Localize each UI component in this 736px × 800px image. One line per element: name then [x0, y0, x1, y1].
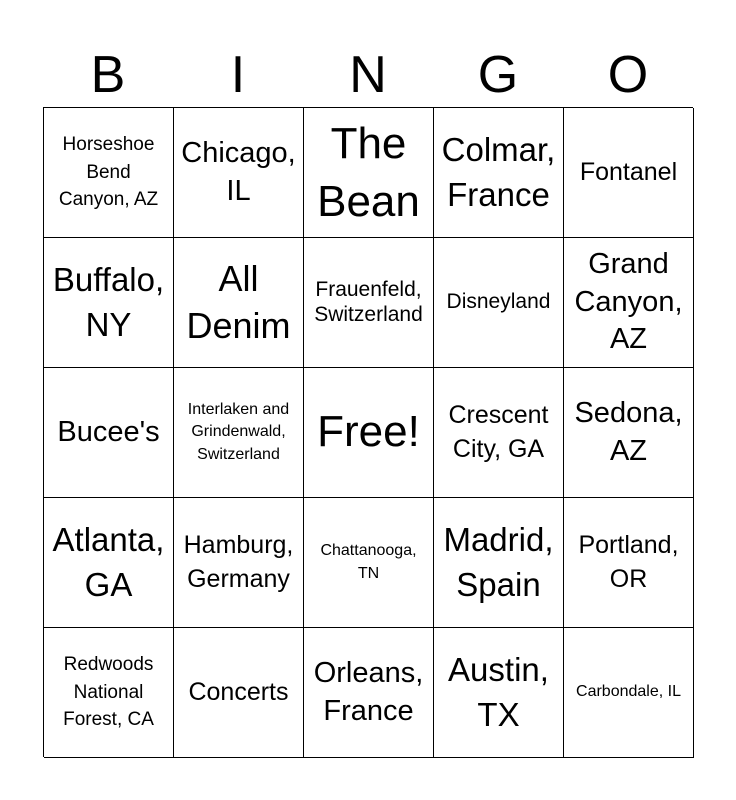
- header-letter-o: O: [607, 46, 649, 104]
- cell-text: Buffalo, NY: [52, 260, 165, 343]
- bingo-cell[interactable]: [174, 238, 304, 368]
- cell-text: Madrid, Spain: [443, 520, 554, 603]
- cell-text: Sedona, AZ: [574, 396, 683, 467]
- bingo-cell-free[interactable]: [304, 368, 434, 498]
- cell-text: Interlaken and Grindenwald, Switzerland: [187, 400, 290, 463]
- cell-text: Austin, TX: [448, 650, 549, 733]
- cell-text: Orleans, France: [313, 656, 424, 727]
- cell-text: Bucee's: [57, 415, 160, 448]
- cell-text: Disneyland: [446, 290, 551, 314]
- bingo-cell[interactable]: [304, 498, 434, 628]
- bingo-cell[interactable]: [434, 108, 564, 238]
- cell-text: Atlanta, GA: [52, 520, 165, 603]
- cell-text: Concerts: [188, 677, 289, 706]
- bingo-cell[interactable]: [44, 238, 174, 368]
- cell-text: Redwoods National Forest, CA: [63, 654, 154, 731]
- bingo-cell[interactable]: [434, 238, 564, 368]
- header-letter-n: N: [349, 46, 387, 104]
- bingo-cell[interactable]: [44, 368, 174, 498]
- bingo-cell[interactable]: [304, 628, 434, 758]
- header-letter-i: I: [230, 46, 246, 104]
- cell-text: Crescent City, GA: [448, 400, 549, 463]
- cell-text: All Denim: [186, 257, 291, 346]
- bingo-cell[interactable]: [564, 628, 694, 758]
- cell-text: Frauenfeld, Switzerland: [314, 278, 423, 326]
- cell-text: Chattanooga, TN: [320, 542, 417, 582]
- cell-text: Hamburg, Germany: [183, 530, 294, 593]
- cell-text: Colmar, France: [441, 130, 556, 213]
- cell-text: Grand Canyon, AZ: [574, 247, 683, 356]
- cell-text: The Bean: [317, 119, 420, 226]
- bingo-board: [43, 107, 693, 757]
- bingo-cell[interactable]: [44, 628, 174, 758]
- bingo-cell[interactable]: [304, 108, 434, 238]
- cell-text: Carbondale, IL: [576, 683, 681, 701]
- bingo-cell[interactable]: [434, 368, 564, 498]
- header-letter-g: G: [477, 46, 519, 104]
- cell-text: Chicago, IL: [181, 136, 296, 207]
- bingo-cell[interactable]: [174, 628, 304, 758]
- bingo-cell[interactable]: [174, 368, 304, 498]
- header-letter-b: B: [90, 46, 126, 104]
- cell-text: Free!: [317, 407, 420, 457]
- bingo-cell[interactable]: [174, 498, 304, 628]
- cell-text: Portland, OR: [578, 530, 679, 593]
- bingo-cell[interactable]: [564, 238, 694, 368]
- bingo-cell[interactable]: [44, 498, 174, 628]
- cell-text: Fontanel: [579, 157, 678, 186]
- bingo-cell[interactable]: [564, 368, 694, 498]
- bingo-cell[interactable]: [434, 498, 564, 628]
- bingo-cell[interactable]: [434, 628, 564, 758]
- bingo-cell[interactable]: [44, 108, 174, 238]
- bingo-cell[interactable]: [564, 498, 694, 628]
- bingo-header: [43, 42, 693, 108]
- bingo-cell[interactable]: [564, 108, 694, 238]
- bingo-cell[interactable]: [304, 238, 434, 368]
- cell-text: Horseshoe Bend Canyon, AZ: [58, 134, 159, 211]
- bingo-cell[interactable]: [174, 108, 304, 238]
